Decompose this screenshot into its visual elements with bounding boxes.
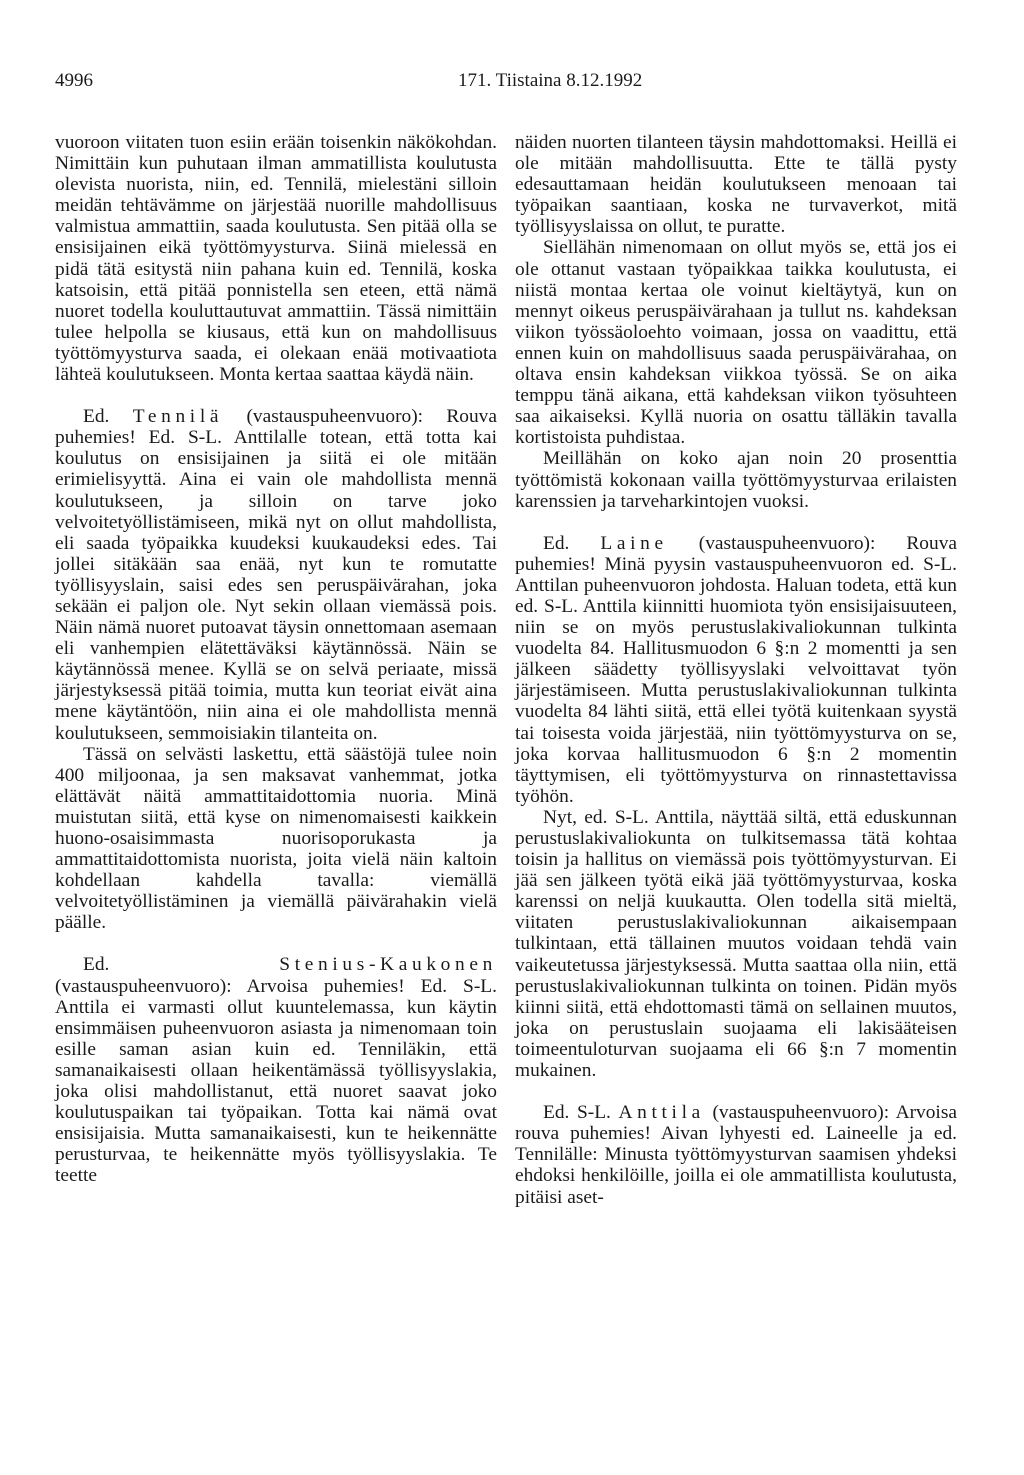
speech-laine xyxy=(515,533,957,807)
speaker-title: Ed. xyxy=(83,406,110,428)
speech-tennila xyxy=(55,406,497,744)
speaker-title: Ed. xyxy=(83,954,110,976)
paragraph: näiden nuorten tilanteen täysin mahdottomaksi. Heillä ei ole mitään mahdollisuutta. Ette te tällä pysty edesauttamaan heidän koulutukseen menoaan tai työpaikan saantiaan, koska ne turvaverkot, mitä työllisyyslaissa on ollut, te puratte. xyxy=(515,132,957,238)
page-header xyxy=(55,70,990,96)
page-number: 4996 xyxy=(55,70,93,91)
speaker-name: Laine xyxy=(600,532,668,554)
speech-stenius-kaukonen xyxy=(55,954,497,1186)
speaker-name: Stenius-Kaukonen xyxy=(279,954,497,976)
speaker-title: Ed. S-L. xyxy=(543,1102,611,1124)
speaker-name: Tennilä xyxy=(132,406,224,428)
paragraph: vuoroon viitaten tuon esiin erään toisenkin näkökohdan. Nimittäin kun puhutaan ilman ammatillista koulutusta olevista nuorista, niin, ed. Tennilä, mielestäni silloin meidän tehtävämme on järjestää nuorille mahdollisuus valmistua ammattiin, saada koulutusta. Sen pitää olla se ensisijainen eikä työttömyysturva. Siinä mielessä en pidä tätä esitystä niin pahana kuin ed. Tennilä, koska katsoisin, että pitää ponnistella sen eteen, että nämä nuoret todella kouluttautuvat ammattiin. Tässä nimittäin tulee helpolla se kiusaus, että kun on mahdollisuus työttömyysturva saada, ei olekaan enää motivaatiota lähteä koulutukseen. Monta kertaa saattaa käydä näin. xyxy=(55,132,497,386)
running-head: 171. Tiistaina 8.12.1992 xyxy=(458,70,643,91)
paragraph: Meillähän on koko ajan noin 20 prosenttia työttömistä kokonaan vailla työttömyysturvaa erilaisten karenssien ja tarveharkintojen vuoksi. xyxy=(515,448,957,512)
paragraph: Nyt, ed. S-L. Anttila, näyttää siltä, että eduskunnan perustuslakivaliokunta on tulkitsemassa tätä kohtaa toisin ja hallitus on viemässä pois työttömyysturvan. Ei jää sen jälkeen työtä eikä jää työttömyysturvaa, koska karenssi on neljä kuukautta. Olen todella sitä mieltä, viitaten perustuslakivaliokunnan aikaisempaan tulkintaan, että tällainen muutos voidaan tehdä vain vaikeutetussa järjestyksessä. Mutta saattaa olla niin, että perustuslakivaliokunnan tulkinta on toinen. Pidän myös kiinni siitä, että ehdottomasti tämä on sellainen muutos, joka on perustuslain suojaama eli lakisääteisen toimeentuloturvan suojaama eli 66 §:n 7 momentin mukainen. xyxy=(515,806,957,1082)
speech-anttila xyxy=(515,1102,957,1207)
paragraph: Siellähän nimenomaan on ollut myös se, että jos ei ole ottanut vastaan työpaikkaa taikka koulutusta, ei niistä montaa kertaa ole voinut kieltäytyä, kun on mennyt oikeus peruspäivärahaan ja tullut ns. kahdeksan viikon työssäoloehto voimaan, jossa on vaadittu, että ennen kuin on mahdollisuus saada peruspäivärahaa, on oltava ensin kahdeksan viikkoa työssä. Se on aika temppu tänä aikana, että kahdeksan viikon työsuhteen saa aikaiseksi. Kyllä nuoria on osattu tälläkin tavalla kortistoista puhdistaa. xyxy=(515,237,957,449)
speech-text: (vastauspuheenvuoro): Rouva puhemies! Minä pyysin vastauspuheenvuoron ed. S-L. Anttilan puheenvuoron johdosta. Haluan todeta, että kun ed. S-L. Anttila kiinnitti huomiota työn ensisijaisuuteen, niin se on myös perustuslakivaliokunnan tulkinta vuodelta 84. Hallitusmuodon 6 §:n 2 momentti ja sen jälkeen säädetty työllisyyslaki velvoittavat työn järjestämiseen. Mutta perustuslakivaliokunnan tulkinta vuodelta 84 lähti siitä, että ellei työtä kuitenkaan syystä tai toisesta voida järjestää, niin työttömyysturva on se, joka korvaa hallitusmuodon 6 §:n 2 momentin täyttymisen, eli työttömyysturva on rinnastettavissa työhön. xyxy=(515,532,957,807)
paragraph: Tässä on selvästi laskettu, että säästöjä tulee noin 400 miljoonaa, ja sen maksavat vanhemmat, jotka elättävät näitä ammattitaidottomia nuoria. Minä muistutan siitä, että kyse on nimenomaisesti kaikkein huono-osaisimmasta nuorisoporukasta ja ammattitaidottomista nuorista, joita vielä näin kaltoin kohdellaan kahdella tavalla: viemällä velvoitetyöllistäminen ja viemällä päivärahakin vielä päälle. xyxy=(55,743,497,934)
left-column xyxy=(55,132,497,1187)
right-column xyxy=(515,132,957,1208)
speaker-name: Anttila xyxy=(618,1102,705,1124)
speech-text: (vastauspuheenvuoro): Arvoisa rouva puhemies! Aivan lyhyesti ed. Laineelle ja ed. Tennilälle: Minusta työttömyysturvan saamisen yhdeksi ehdoksi henkilöille, joilla ei ole ammatillista koulutusta, pitäisi aset- xyxy=(515,1102,957,1208)
speech-text: (vastauspuheenvuoro): Arvoisa puhemies! Ed. S-L. Anttila ei varmasti ollut kuuntelemassa, kun käytin ensimmäisen puheenvuoron asiasta ja nimenomaan toin esille saman asian kuin ed. Tenniläkin, että samanaikaisesti ollaan heikentämässä työllisyyslakia, joka olisi mahdollistanut, että nuoret saavat joko koulutuspaikan tai työpaikan. Totta kai nämä ovat ensisijaisia. Mutta samanaikaisesti, kun te heikennätte perusturvaa, te heikennätte myös työllisyyslakia. Te teette xyxy=(55,975,497,1187)
speaker-title: Ed. xyxy=(543,532,570,554)
speech-text: (vastauspuheenvuoro): Rouva puhemies! Ed. S-L. Anttilalle totean, että totta kai koulutus on ensisijainen ja siitä ei ole mitään erimielisyyttä. Aina ei vain ole mahdollista mennä koulutukseen, ja silloin on tarve joko velvoitetyöllistämiseen, mikä nyt on ollut mahdollista, eli saada työpaikka kuudeksi kuukaudeksi edes. Tai jollei sitäkään saa enää, nyt kun te romutatte työllisyyslain, saisi edes sen peruspäivärahan, joka sekään ei paljon ole. Nyt sekin ollaan viemässä pois. Näin nämä nuoret putoavat täysin onnettomaan asemaan eli vanhempien elätettäväksi käytännössä. Näin se käytännössä menee. Kyllä se on selvä periaate, missä järjestyksessä pitää toimia, mutta kun teoriat eivät aina mene käytäntöön, niin aina ei ole mahdollista mennä koulutukseen, semmoisiakin tilanteita on. xyxy=(55,406,497,744)
